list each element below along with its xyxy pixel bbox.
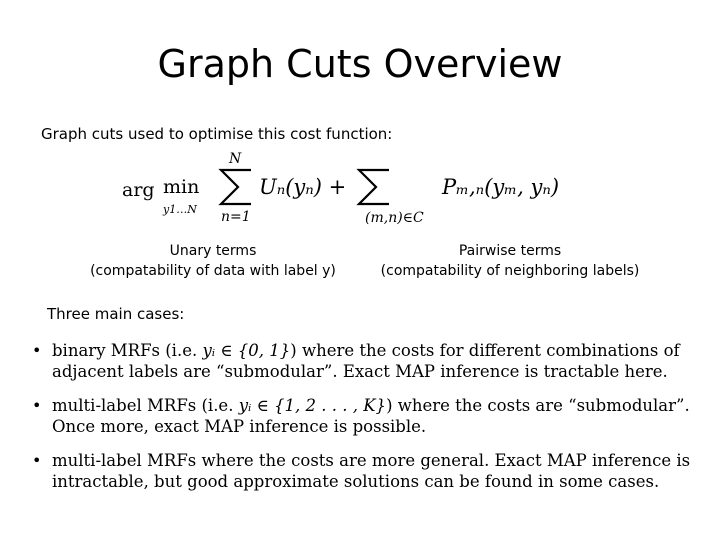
pairwise-description: (compatability of neighboring labels) — [380, 263, 640, 279]
unary-description: (compatability of data with label y) — [90, 263, 336, 279]
list-item — [32, 450, 704, 492]
sum-symbol-1 — [218, 168, 254, 206]
slide-title: Graph Cuts Overview — [157, 42, 563, 86]
eq-min-subscript: y1…N — [163, 203, 197, 216]
eq-sum1-top: N — [229, 151, 242, 167]
cases-list — [32, 340, 704, 505]
eq-arg: arg — [122, 179, 155, 201]
eq-sum1-bottom: n=1 — [221, 209, 251, 225]
case-text-pre: binary MRFs (i.e. — [52, 341, 203, 360]
sum-symbol-2 — [356, 168, 392, 206]
cost-function-equation — [120, 150, 590, 232]
eq-pairwise-term: Pₘ,ₙ(yₘ, yₙ) — [442, 175, 560, 199]
pairwise-title: Pairwise terms — [458, 243, 562, 259]
eq-min: min — [163, 176, 200, 198]
unary-terms-label — [80, 241, 346, 281]
case-text-post: multi-label MRFs where the costs are more general. Exact MAP inference is intractable, but good approximate solutions can be found in some cases. — [52, 451, 691, 491]
bullet-icon: • — [32, 451, 42, 470]
intro-text: Graph cuts used to optimise this cost function: — [41, 125, 393, 143]
case-text-pre: multi-label MRFs (i.e. — [52, 396, 239, 415]
list-item — [32, 340, 704, 382]
case-math: yᵢ ∈ {0, 1} — [202, 341, 291, 360]
case-text-post: ) where the costs are “submodular”. Once more, exact MAP inference is possible. — [52, 396, 690, 436]
cases-heading: Three main cases: — [47, 305, 185, 323]
unary-title: Unary terms — [169, 243, 257, 259]
eq-unary-term: Uₙ(yₙ) + — [259, 175, 347, 199]
eq-sum2-bottom: (m,n)∈C — [365, 210, 424, 226]
case-math: yᵢ ∈ {1, 2 . . . , K} — [238, 396, 387, 415]
bullet-icon: • — [32, 396, 42, 415]
bullet-icon: • — [32, 341, 42, 360]
list-item — [32, 395, 704, 437]
case-text-post: ) where the costs for different combinations of adjacent labels are “submodular”. Exact MAP inference is tractable here. — [52, 341, 680, 381]
pairwise-terms-label — [368, 241, 652, 281]
